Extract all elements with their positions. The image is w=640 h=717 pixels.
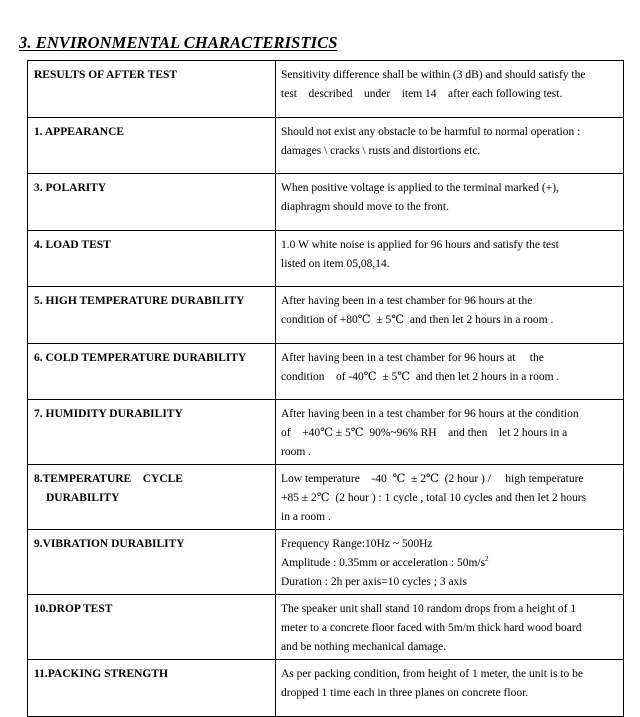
table-row-drop-test	[28, 595, 624, 660]
description-line: Duration : 2h per axis=10 cycles ; 3 axis	[281, 576, 467, 588]
description-line: condition of +80℃ ± 5℃ and then let 2 hours in a room .	[281, 314, 554, 326]
table-row-cold-temperature	[28, 344, 624, 400]
description-line: condition of -40℃ ± 5℃ and then let 2 hours in a room .	[281, 371, 560, 383]
row-description	[276, 61, 624, 118]
table-row-high-temperature	[28, 287, 624, 344]
description-line: room .	[281, 446, 312, 458]
row-description	[276, 595, 624, 660]
description-line: Frequency Range:10Hz ~ 500Hz	[281, 538, 433, 550]
description-line: When positive voltage is applied to the terminal marked (+),	[281, 182, 559, 194]
superscript: 2	[485, 555, 489, 564]
row-description	[276, 660, 624, 717]
description-line: meter to a concrete floor faced with 5m/m thick hard wood board	[281, 622, 582, 634]
description-line: Should not exist any obstacle to be harmful to normal operation :	[281, 126, 581, 138]
row-label: 4. LOAD TEST	[28, 231, 276, 287]
row-description	[276, 400, 624, 465]
description-line: Low temperature -40 ℃ ± 2℃ (2 hour ) / high temperature	[281, 473, 584, 485]
row-description	[276, 530, 624, 595]
description-line: +85 ± 2℃ (2 hour ) : 1 cycle , total 10 cycles and then let 2 hours	[281, 492, 587, 504]
description-line: After having been in a test chamber for 96 hours at the condition	[281, 408, 579, 420]
row-label: 5. HIGH TEMPERATURE DURABILITY	[28, 287, 276, 344]
description-line: test described under item 14 after each following test.	[281, 88, 563, 100]
row-label: 10.DROP TEST	[28, 595, 276, 660]
description-line: in a room .	[281, 511, 331, 523]
row-description	[276, 174, 624, 231]
row-description	[276, 118, 624, 174]
row-description	[276, 465, 624, 530]
table-row-temperature-cycle	[28, 465, 624, 530]
row-label: 11.PACKING STRENGTH	[28, 660, 276, 717]
section-title: 3. ENVIRONMENTAL CHARACTERISTICS	[19, 33, 338, 52]
description-line: As per packing condition, from height of 1 meter, the unit is to be	[281, 668, 583, 680]
description-line: diaphragm should move to the front.	[281, 201, 449, 213]
row-description	[276, 287, 624, 344]
row-description	[276, 344, 624, 400]
description-line: damages \ cracks \ rusts and distortions etc.	[281, 145, 481, 157]
table-row-vibration	[28, 530, 624, 595]
row-label: 8.TEMPERATURE CYCLE DURABILITY	[28, 465, 276, 530]
description-line: and be nothing mechanical damage.	[281, 641, 447, 653]
description-line: of +40℃ ± 5℃ 90%~96% RH and then let 2 hours in a	[281, 427, 568, 439]
table-row-packing-strength	[28, 660, 624, 717]
description-line: After having been in a test chamber for 96 hours at the	[281, 352, 544, 364]
description-line: The speaker unit shall stand 10 random drops from a height of 1	[281, 603, 577, 615]
description-line: dropped 1 time each in three planes on concrete floor.	[281, 687, 529, 699]
row-label: 3. POLARITY	[28, 174, 276, 231]
environmental-characteristics-table	[27, 60, 624, 717]
table-row-appearance	[28, 118, 624, 174]
description-line: listed on item 05,08,14.	[281, 258, 390, 270]
table-row-humidity	[28, 400, 624, 465]
row-label: 7. HUMIDITY DURABILITY	[28, 400, 276, 465]
table-row-load-test	[28, 231, 624, 287]
row-label: RESULTS OF AFTER TEST	[28, 61, 276, 118]
description-line: 1.0 W white noise is applied for 96 hours and satisfy the test	[281, 239, 559, 251]
row-label: 1. APPEARANCE	[28, 118, 276, 174]
row-label: 6. COLD TEMPERATURE DURABILITY	[28, 344, 276, 400]
description-line: Sensitivity difference shall be within (3 dB) and should satisfy the	[281, 69, 586, 81]
table-row-results-after-test	[28, 61, 624, 118]
row-label: 9.VIBRATION DURABILITY	[28, 530, 276, 595]
description-line: After having been in a test chamber for 96 hours at the	[281, 295, 533, 307]
description-line: Amplitude : 0.35mm or acceleration : $50m/s^2$	[281, 555, 489, 569]
table-row-polarity	[28, 174, 624, 231]
row-description	[276, 231, 624, 287]
